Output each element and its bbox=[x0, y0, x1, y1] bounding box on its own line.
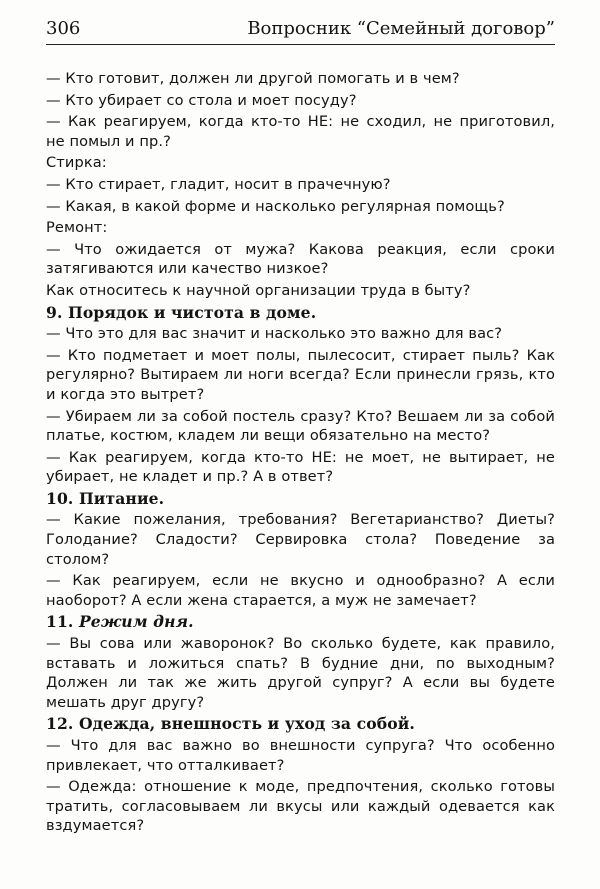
section-title: Режим дня. bbox=[78, 612, 194, 632]
paragraph: — Кто готовит, должен ли другой помогать и в чем? bbox=[46, 70, 460, 87]
section-heading-9 bbox=[46, 303, 555, 323]
paragraph: — Кто подметает и моет полы, пылесосит, стирает пыль? Как регулярно? Вытираем ли ноги всегда? Если принесли грязь, кто и когда это вытрет? bbox=[46, 346, 555, 403]
section-number: 9. bbox=[46, 302, 63, 322]
page-number: 306 bbox=[46, 18, 81, 39]
paragraph: — Какие пожелания, требования? Вегетарианство? Диеты? Голодание? Сладости? Сервировка стола? Поведение за столом? bbox=[46, 511, 555, 568]
paragraph: — Вы сова или жаворонок? Во сколько будете, как правило, вставать и ложиться спать? В будние дни, по выходным? Должен ли так же жить другой супруг? А если вы будете мешать друг другу? bbox=[46, 635, 555, 711]
running-title: Вопросник “Семейный договор” bbox=[247, 18, 555, 39]
section-number: 11. bbox=[46, 612, 74, 632]
section-number: 10. bbox=[46, 488, 74, 508]
subheading-repair: Ремонт: bbox=[46, 219, 108, 237]
paragraph: — Как реагируем, когда кто-то НЕ: не сходил, не приготовил, не помыл и пр.? bbox=[46, 113, 555, 150]
section-heading-10 bbox=[46, 489, 555, 509]
paragraph: — Что ожидается от мужа? Какова реакция, если сроки затягиваются или качество низкое? bbox=[46, 240, 555, 278]
page-body bbox=[46, 69, 555, 838]
paragraph: — Как реагируем, когда кто-то НЕ: не моет, не вытирает, не убирает, не кладет и пр.? А в ответ? bbox=[46, 448, 555, 486]
section-heading-11 bbox=[46, 612, 555, 632]
paragraph: — Какая, в какой форме и насколько регулярная помощь? bbox=[46, 197, 505, 215]
paragraph: — Кто убирает со стола и моет посуду? bbox=[46, 91, 357, 109]
section-heading-12 bbox=[46, 714, 555, 734]
paragraph: — Убираем ли за собой постель сразу? Кто? Вешаем ли за собой платье, костюм, кладем ли вещи обязательно на место? bbox=[46, 407, 555, 445]
section-title: Одежда, внешность и уход за собой. bbox=[78, 714, 415, 734]
paragraph: — Что это для вас значит и насколько это важно для вас? bbox=[46, 325, 503, 343]
subheading-laundry: Стирка: bbox=[46, 154, 107, 172]
paragraph: Как относитесь к научной организации труда в быту? bbox=[46, 281, 471, 299]
page-header bbox=[46, 18, 555, 45]
paragraph: — Как реагируем, если не вкусно и однообразно? А если наоборот? А если жена старается, а муж не замечает? bbox=[46, 572, 555, 609]
paragraph: — Одежда: отношение к моде, предпочтения, сколько готовы тратить, согласовываем ли вкусы или каждый одевается как вздумается? bbox=[46, 778, 555, 835]
section-title: Порядок и чистота в доме. bbox=[68, 302, 317, 322]
section-number: 12. bbox=[46, 714, 74, 734]
paragraph: — Что для вас важно во внешности супруга? Что особенно привлекает, что отталкивает? bbox=[46, 737, 555, 774]
paragraph: — Кто стирает, гладит, носит в прачечную? bbox=[46, 175, 391, 193]
section-title: Питание. bbox=[78, 488, 165, 508]
